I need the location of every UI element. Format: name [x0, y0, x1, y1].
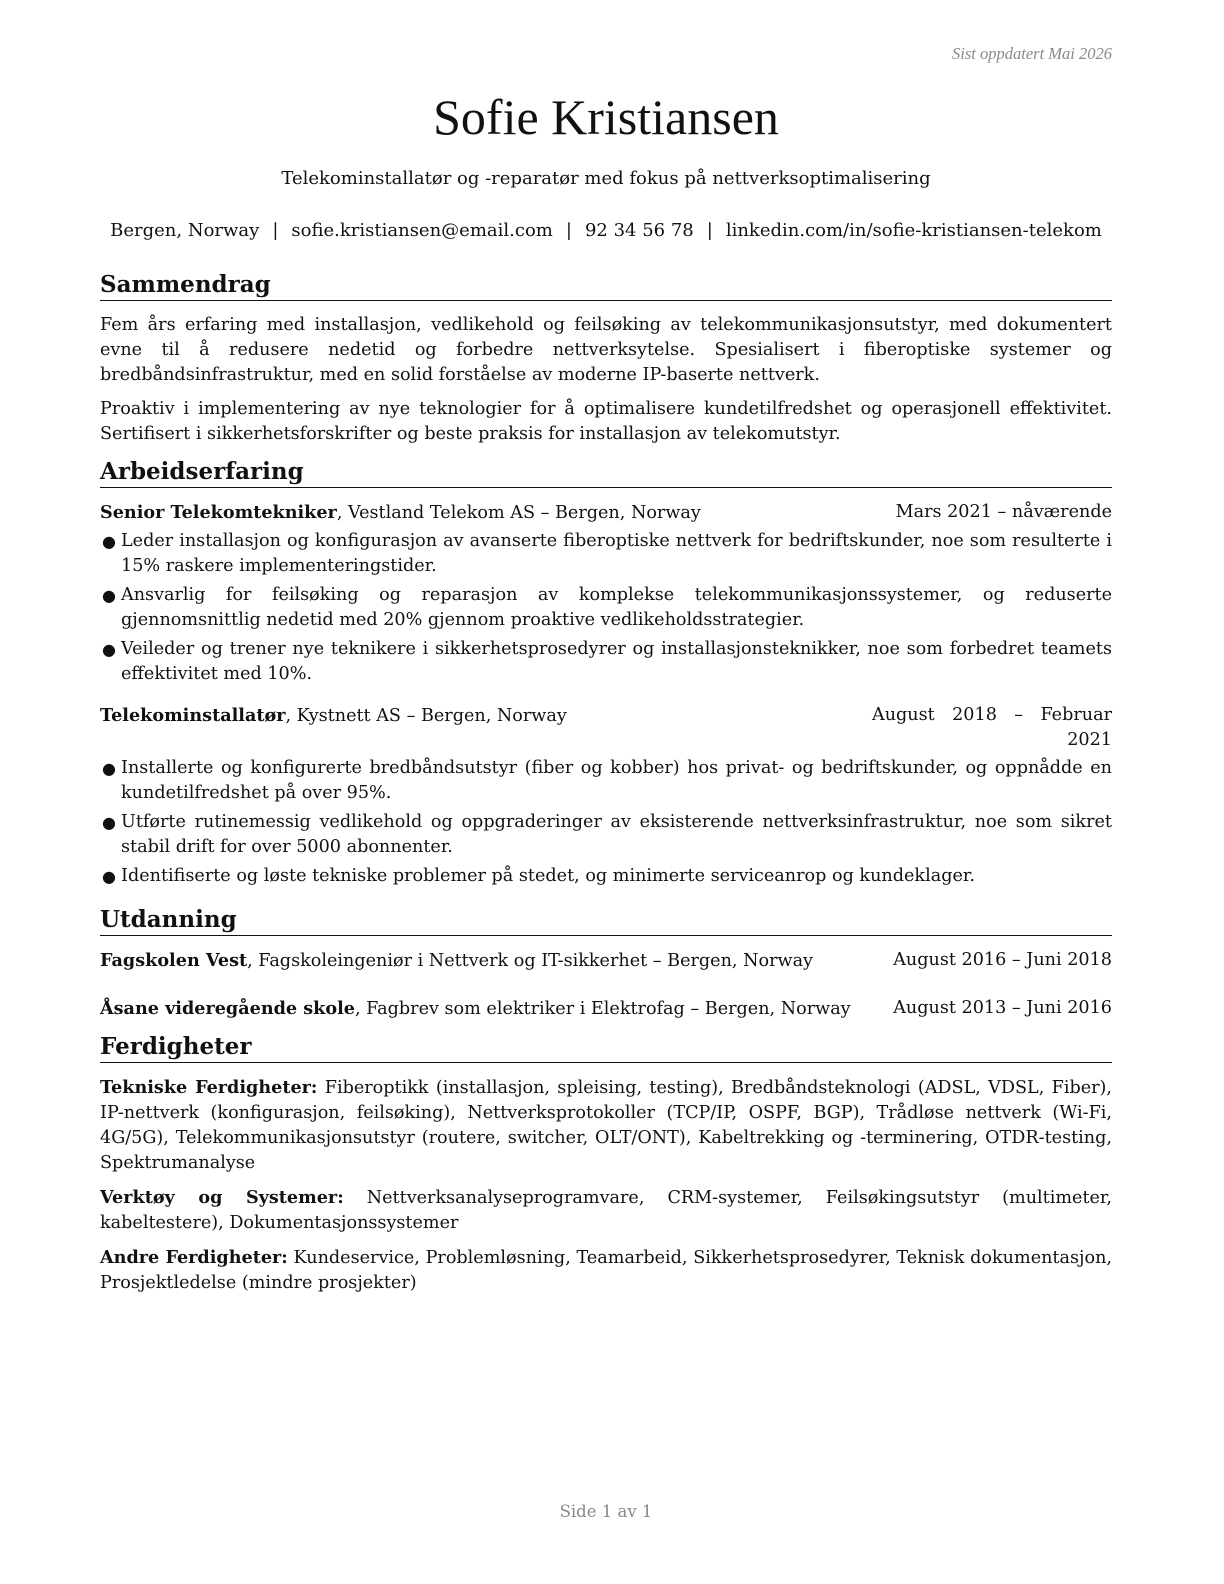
- education-entry: [100, 996, 1112, 1022]
- tagline: Telekominstallatør og -reparatør med fokus på nettverksoptimalisering: [281, 168, 931, 189]
- experience-section: [100, 457, 1112, 889]
- section-heading-summary: Sammendrag: [100, 270, 1112, 301]
- job-entry: [100, 500, 1112, 687]
- skill-group: [100, 1185, 1112, 1236]
- list-item: ● Installerte og konfigurerte bredbåndsutstyr (fiber og kobber) hos privat- og bedriftskunder, og oppnådde en kundetilfredshet på over 95%.: [102, 758, 1112, 803]
- summary-paragraph: Proaktiv i implementering av nye teknologier for å optimalisere kundetilfredshet og operasjonell effektivitet. Sertifisert i sikkerhetsforskrifter og beste praksis for installasjon av telekomutstyr.: [100, 399, 1112, 444]
- contact-separator: |: [565, 220, 572, 241]
- bullet-icon: ●: [102, 759, 116, 778]
- page-number: Side 1 av 1: [559, 1502, 653, 1521]
- job-title: Telekominstallatør: [100, 705, 286, 726]
- job-org: , Kystnett AS – Bergen, Norway: [285, 706, 567, 726]
- candidate-name: Sofie Kristiansen: [433, 89, 779, 145]
- list-item: ● Leder installasjon og konfigurasjon av avanserte fiberoptiske nettverk for bedriftskunder, noe som resulterte i 15% raskere implementeringstider.: [102, 531, 1112, 576]
- job-entry: [100, 703, 1112, 889]
- job-header: [100, 500, 1112, 526]
- summary-section: [100, 270, 1112, 447]
- school-name: Åsane videregående skole: [100, 998, 355, 1019]
- contact-linkedin[interactable]: linkedin.com/in/sofie-kristiansen-telekom: [725, 220, 1102, 241]
- bullet-icon: ●: [102, 813, 116, 832]
- resume-page: [100, 0, 1112, 1584]
- contact-separator: |: [706, 220, 713, 241]
- job-header: [100, 703, 1112, 753]
- summary-paragraph: Fem års erfaring med installasjon, vedlikehold og feilsøking av telekommunikasjonsutstyr, med dokumentert evne til å redusere nedetid og forbedre nettverksytelse. Spesialisert i fiberoptiske systemer og bredbåndsinfrastruktur, med en solid forståelse av moderne IP-baserte nettverk.: [100, 315, 1112, 385]
- bullet-icon: ●: [102, 640, 116, 659]
- list-item: ● Veileder og trener nye teknikere i sikkerhetsprosedyrer og installasjonsteknikker, noe som forbedret teamets effektivitet med 10%.: [102, 639, 1112, 684]
- education-dates: August 2016 – Juni 2018: [893, 950, 1112, 970]
- school-name: Fagskolen Vest: [100, 950, 248, 971]
- contact-separator: |: [272, 220, 279, 241]
- skill-label: Verktøy og Systemer:: [100, 1187, 344, 1208]
- skill-group: [100, 1245, 1112, 1296]
- skill-label: Tekniske Ferdigheter:: [100, 1077, 318, 1098]
- bullet-icon: ●: [102, 586, 116, 605]
- last-updated: Sist oppdatert Mai 2026: [952, 44, 1112, 63]
- resume-content: [100, 270, 1112, 1306]
- education-detail: , Fagskoleingeniør i Nettverk og IT-sikkerhet – Bergen, Norway: [247, 951, 813, 971]
- job-dates: Mars 2021 – nåværende: [895, 502, 1112, 522]
- skills-section: [100, 1032, 1112, 1296]
- list-item: ● Utførte rutinemessig vedlikehold og oppgraderinger av eksisterende nettverksinfrastruktur, noe som sikret stabil drift for over 5000 abonnenter.: [102, 812, 1112, 857]
- section-heading-skills: Ferdigheter: [100, 1032, 1112, 1063]
- bullet-icon: ●: [102, 867, 116, 886]
- skill-label: Andre Ferdigheter:: [100, 1247, 288, 1268]
- skill-group: [100, 1075, 1112, 1176]
- skill-text: Nettverksanalyseprogramvare, CRM-systemer, Feilsøkingsutstyr (multimeter, kabeltestere), Dokumentasjonssystemer: [100, 1188, 1112, 1233]
- job-org: , Vestland Telekom AS – Bergen, Norway: [336, 503, 701, 523]
- list-item: ● Identifiserte og løste tekniske problemer på stedet, og minimerte serviceanrop og kundeklager.: [100, 864, 1112, 889]
- education-dates: August 2013 – Juni 2016: [893, 998, 1112, 1018]
- education-entry: [100, 948, 1112, 974]
- bullet-icon: ●: [102, 532, 116, 551]
- education-detail: , Fagbrev som elektriker i Elektrofag – Bergen, Norway: [354, 999, 851, 1019]
- contact-location: Bergen, Norway: [110, 220, 260, 241]
- job-dates: August 2018 – Februar 2021: [872, 705, 1112, 750]
- list-item: ● Ansvarlig for feilsøking og reparasjon av komplekse telekommunikasjonssystemer, og reduserte gjennomsnittlig nedetid med 20% gjennom proaktive vedlikeholdsstrategier.: [102, 585, 1112, 630]
- skill-text: Kundeservice, Problemløsning, Teamarbeid, Sikkerhetsprosedyrer, Teknisk dokumentasjon, Prosjektledelse (mindre prosjekter): [100, 1248, 1112, 1293]
- education-section: [100, 905, 1112, 1022]
- contact-email[interactable]: sofie.kristiansen@email.com: [291, 220, 553, 241]
- contact-phone: 92 34 56 78: [584, 220, 694, 241]
- job-bullets: [100, 756, 1112, 889]
- job-title: Senior Telekomtekniker: [100, 502, 337, 523]
- section-heading-education: Utdanning: [100, 905, 1112, 936]
- job-bullets: [100, 529, 1112, 687]
- section-heading-experience: Arbeidserfaring: [100, 457, 1112, 488]
- skill-text: Fiberoptikk (installasjon, spleising, testing), Bredbåndsteknologi (ADSL, VDSL, Fiber), IP-nettverk (konfigurasjon, feilsøking), Nettverksprotokoller (TCP/IP, OSPF, BGP), Trådløse nettverk (Wi-Fi, 4G/5G), Telekommunikasjonsutstyr (routere, switcher, OLT/ONT), Kabeltrekking og -terminering, OTDR-testing, Spektrumanalyse: [100, 1078, 1112, 1173]
- contact-line: [100, 220, 1112, 241]
